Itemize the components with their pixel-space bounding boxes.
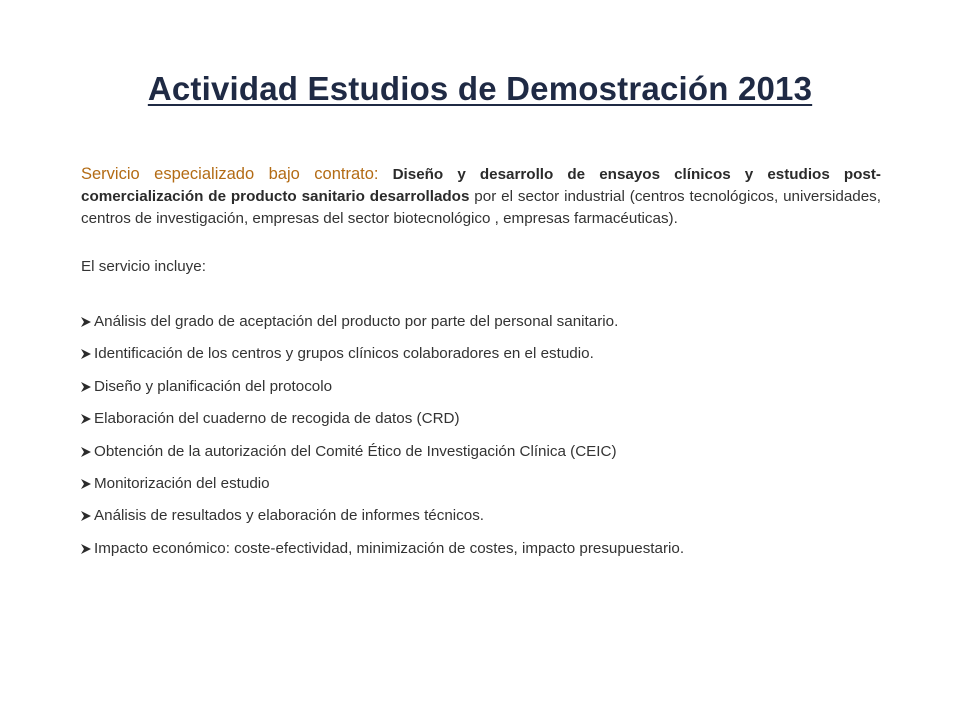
list-item-text: Impacto económico: coste-efectividad, minimización de costes, impacto presupuestario.: [94, 539, 685, 557]
list-item: [80, 409, 900, 441]
list-item: [80, 474, 900, 506]
arrow-bullet-icon: [80, 510, 92, 522]
intro-paragraph: [81, 163, 881, 230]
list-item-text: Diseño y planificación del protocolo: [94, 377, 333, 395]
arrow-bullet-icon: [80, 316, 92, 328]
list-item-text: Monitorización del estudio: [94, 474, 270, 492]
list-item-text: Identificación de los centros y grupos clínicos colaboradores en el estudio.: [94, 345, 594, 363]
list-item: [80, 506, 900, 538]
bullet-list: [80, 312, 900, 571]
list-item: [80, 344, 900, 376]
arrow-bullet-icon: [80, 413, 92, 425]
list-item: [80, 539, 900, 571]
list-item: [80, 442, 900, 474]
arrow-bullet-icon: [80, 543, 92, 555]
list-item: [80, 312, 900, 344]
list-item-text: Análisis del grado de aceptación del producto por parte del personal sanitario.: [94, 313, 619, 330]
list-item: [80, 377, 900, 409]
intro-rest: por el sector industrial (centros tecnológicos, universidades, centros de investigación, empresas del sector biotecnológico , empresas farmacéuticas).: [81, 188, 881, 227]
includes-label: El servicio incluye:: [81, 258, 206, 275]
arrow-bullet-icon: [80, 446, 92, 458]
list-item-text: Obtención de la autorización del Comité Ético de Investigación Clínica (CEIC): [94, 442, 617, 460]
list-item-text: Elaboración del cuaderno de recogida de datos (CRD): [94, 410, 460, 428]
arrow-bullet-icon: [80, 348, 92, 360]
arrow-bullet-icon: [80, 478, 92, 490]
list-item-text: Análisis de resultados y elaboración de informes técnicos.: [94, 507, 485, 525]
arrow-bullet-icon: [80, 381, 92, 393]
intro-bold: Diseño y desarrollo de ensayos clínicos y estudios post-comercialización de producto sanitario desarrollados: [81, 166, 881, 205]
intro-lead: Servicio especializado bajo contrato:: [81, 165, 379, 183]
page-title: Actividad Estudios de Demostración 2013: [147, 70, 813, 107]
